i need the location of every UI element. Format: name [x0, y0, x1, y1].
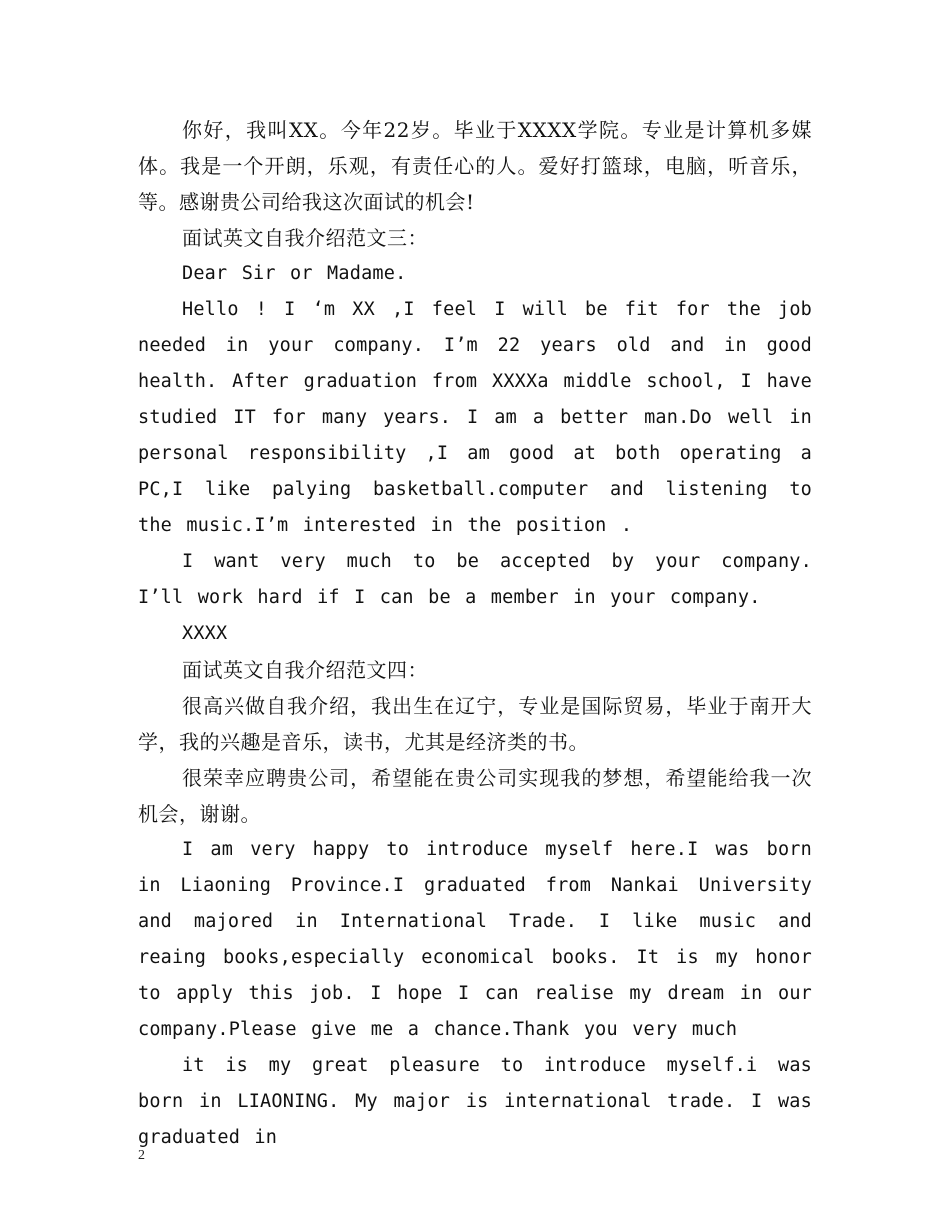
- heading-sample-three: 面试英文自我介绍范文三：: [182, 226, 428, 250]
- paragraph-salutation: Dear Sir or Madame.: [182, 263, 407, 284]
- heading-sample-four: 面试英文自我介绍范文四：: [182, 658, 428, 682]
- paragraph-born-cn: 很高兴做自我介绍，我出生在辽宁，专业是国际贸易，毕业于南开大学，我的兴趣是音乐，读书，尤其是经济类的书。: [138, 694, 812, 754]
- paragraph-signature: XXXX: [182, 623, 228, 644]
- paragraph-happy-en: I am very happy to introduce myself here.I was born in Liaoning Province.I graduated from Nankai University and majored in International Trade. I like music and reaing books,especially economical books. It is my honor to apply this job. I hope I can realise my dream in our company.Please give me a chance.Thank you very much: [138, 839, 812, 1040]
- document-body: [138, 112, 812, 1156]
- page-number: 2: [138, 1148, 145, 1163]
- paragraph-want-en: I want very much to be accepted by your company. I’ll work hard if I can be a member in your company.: [138, 551, 812, 608]
- paragraph-honor-cn: 很荣幸应聘贵公司，希望能在贵公司实现我的梦想，希望能给我一次机会，谢谢。: [138, 766, 812, 826]
- paragraph-hello-en: Hello ! I ‘m XX ,I feel I will be fit for the job needed in your company. I’m 22 years old and in good health. After graduation from XXXXa middle school, I have studied IT for many years. I am a better man.Do well in personal responsibility ,I am good at both operating a PC,I like palying basketball.computer and listening to the music.I’m interested in the position .: [138, 299, 812, 536]
- paragraph-pleasure-en: it is my great pleasure to introduce myself.i was born in LIAONING. My major is international trade. I was graduated in: [138, 1055, 812, 1148]
- paragraph-intro-cn: 你好，我叫XX。今年22岁。毕业于XXXX学院。专业是计算机多媒体。我是一个开朗，乐观，有责任心的人。爱好打篮球，电脑，听音乐，等。感谢贵公司给我这次面试的机会!: [138, 118, 812, 214]
